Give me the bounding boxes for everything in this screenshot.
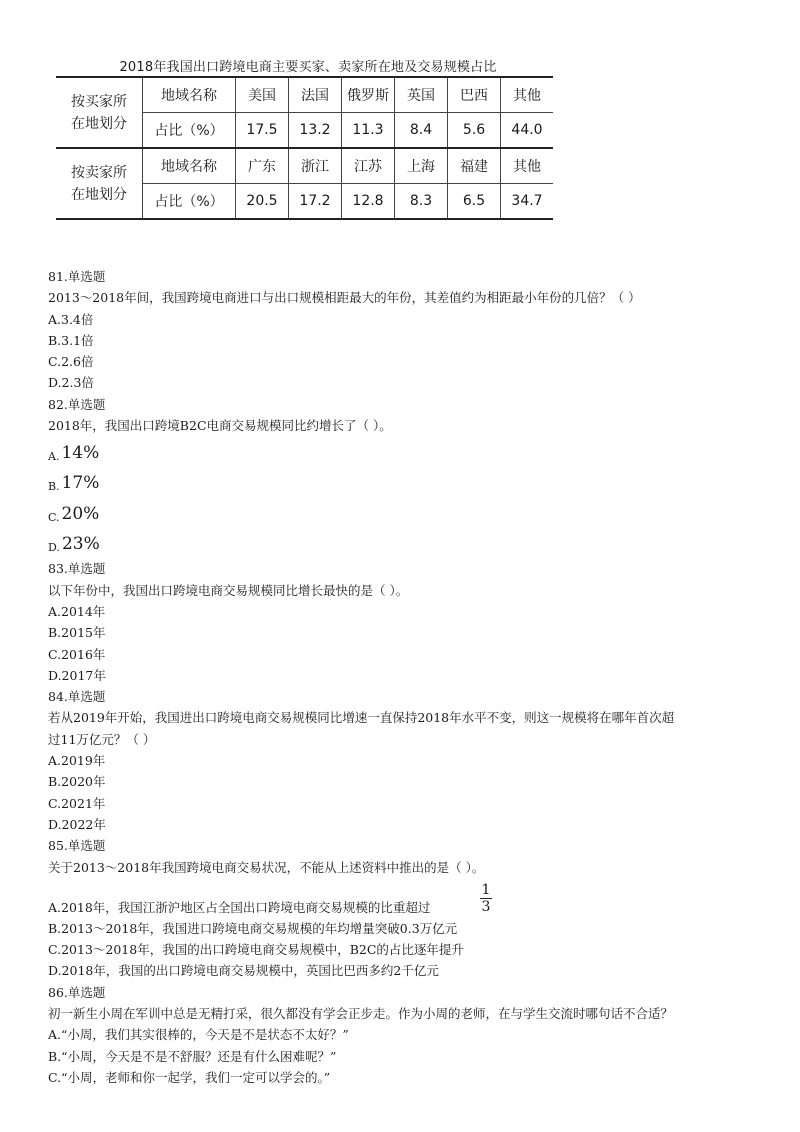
share-cell: 34.7 bbox=[501, 184, 554, 220]
option-81-d[interactable]: D.2.3倍 bbox=[48, 375, 94, 391]
region-cell: 浙江 bbox=[289, 148, 342, 184]
option-82-a[interactable] bbox=[48, 436, 778, 467]
option-85-d[interactable]: D.2018年，我国的出口跨境电商交易规模中，英国比巴西多约2千亿元 bbox=[48, 963, 439, 979]
question-83-header: 83.单选题 bbox=[48, 561, 106, 577]
share-cell: 17.5 bbox=[236, 113, 289, 149]
table-row-regions bbox=[56, 148, 553, 184]
option-82-b[interactable] bbox=[48, 467, 778, 498]
option-85-b[interactable]: B.2013～2018年，我国进口跨境电商交易规模的年均增量突破0.3万亿元 bbox=[48, 920, 458, 936]
question-85-stem: 关于2013～2018年我国跨境电商交易状况，不能从上述资料中推出的是（ ）。 bbox=[48, 859, 485, 875]
group-label bbox=[56, 77, 143, 148]
row-header-region: 地域名称 bbox=[143, 77, 236, 113]
question-81-header: 81.单选题 bbox=[48, 269, 106, 284]
option-85-c[interactable]: C.2013～2018年，我国的出口跨境电商交易规模中，B2C的占比逐年提升 bbox=[48, 942, 464, 958]
option-value: 17% bbox=[61, 473, 100, 494]
group-label-line1: 按买家所 bbox=[71, 93, 127, 110]
option-83-b[interactable]: B.2015年 bbox=[48, 625, 106, 641]
share-cell: 11.3 bbox=[342, 113, 395, 149]
option-label: C. bbox=[48, 510, 60, 524]
option-82-c[interactable] bbox=[48, 497, 778, 528]
region-cell: 巴西 bbox=[448, 77, 501, 113]
option-85-a-row[interactable] bbox=[48, 878, 778, 918]
option-84-d[interactable]: D.2022年 bbox=[48, 816, 106, 832]
group-label-line2: 在地划分 bbox=[71, 115, 127, 132]
data-table bbox=[56, 76, 553, 220]
share-cell: 44.0 bbox=[501, 113, 554, 149]
option-85-a[interactable]: A.2018年，我国江浙沪地区占全国出口跨境电商交易规模的比重超过 bbox=[48, 899, 431, 915]
question-81-stem: 2013～2018年间，我国跨境电商进口与出口规模相距最大的年份，其差值约为相距最小年份的几倍？（ ） bbox=[48, 290, 641, 306]
option-label: D. bbox=[48, 541, 60, 555]
option-86-b[interactable]: B.“小周，今天是不是不舒服？还是有什么困难呢？” bbox=[48, 1048, 337, 1064]
option-81-b[interactable]: B.3.1倍 bbox=[48, 332, 94, 348]
share-cell: 20.5 bbox=[236, 184, 289, 220]
option-value: 20% bbox=[61, 503, 100, 524]
option-83-c[interactable]: C.2016年 bbox=[48, 646, 106, 662]
question-84-stem-line1: 若从2019年开始，我国进出口跨境电商交易规模同比增速一直保持2018年水平不变，则这一规模将在哪年首次超 bbox=[48, 710, 675, 726]
option-84-c[interactable]: C.2021年 bbox=[48, 795, 106, 811]
table-title: 2018年我国出口跨境电商主要买家、卖家所在地及交易规模占比 bbox=[119, 60, 497, 75]
question-list bbox=[48, 266, 778, 1088]
region-cell: 法国 bbox=[289, 77, 342, 113]
share-cell: 13.2 bbox=[289, 113, 342, 149]
option-81-c[interactable]: C.2.6倍 bbox=[48, 354, 94, 370]
question-86-header: 86.单选题 bbox=[48, 984, 106, 1000]
region-cell: 美国 bbox=[236, 77, 289, 113]
question-82-stem: 2018年，我国出口跨境B2C电商交易规模同比约增长了（ ）。 bbox=[48, 418, 392, 434]
question-85-header: 85.单选题 bbox=[48, 838, 106, 854]
group-label-line1: 按卖家所 bbox=[71, 164, 127, 181]
region-cell: 上海 bbox=[395, 148, 448, 184]
option-83-d[interactable]: D.2017年 bbox=[48, 667, 106, 683]
region-cell: 广东 bbox=[236, 148, 289, 184]
region-cell: 江苏 bbox=[342, 148, 395, 184]
option-label: A. bbox=[48, 449, 60, 463]
region-cell: 俄罗斯 bbox=[342, 77, 395, 113]
option-value: 23% bbox=[61, 534, 100, 555]
share-cell: 5.6 bbox=[448, 113, 501, 149]
option-value: 14% bbox=[61, 442, 100, 463]
option-84-b[interactable]: B.2020年 bbox=[48, 774, 106, 790]
region-cell: 其他 bbox=[501, 148, 554, 184]
share-cell: 17.2 bbox=[289, 184, 342, 220]
region-cell: 英国 bbox=[395, 77, 448, 113]
option-83-a[interactable]: A.2014年 bbox=[48, 603, 106, 619]
option-82-d[interactable] bbox=[48, 528, 778, 559]
row-header-share: 占比（%） bbox=[143, 184, 236, 220]
share-cell: 8.3 bbox=[395, 184, 448, 220]
option-84-a[interactable]: A.2019年 bbox=[48, 753, 106, 769]
row-header-share: 占比（%） bbox=[143, 113, 236, 149]
share-cell: 12.8 bbox=[342, 184, 395, 220]
option-label: B. bbox=[48, 480, 60, 494]
table-row-regions bbox=[56, 77, 553, 113]
option-86-a[interactable]: A.“小周，我们其实很棒的，今天是不是状态不太好？” bbox=[48, 1027, 349, 1043]
question-83-stem: 以下年份中，我国出口跨境电商交易规模同比增长最快的是（ ）。 bbox=[48, 582, 409, 598]
region-cell: 福建 bbox=[448, 148, 501, 184]
question-84-header: 84.单选题 bbox=[48, 689, 106, 705]
group-label-line2: 在地划分 bbox=[71, 186, 127, 203]
question-84-stem-line2: 过11万亿元？（ ） bbox=[48, 731, 156, 747]
question-86-stem: 初一新生小周在军训中总是无精打采，很久都没有学会正步走。作为小周的老师，在与学生交流时哪句话不合适？ bbox=[48, 1006, 674, 1022]
option-86-c[interactable]: C.“小周，老师和你一起学，我们一定可以学会的。” bbox=[48, 1069, 331, 1085]
option-81-a[interactable]: A.3.4倍 bbox=[48, 311, 94, 327]
fraction-one-third bbox=[480, 882, 492, 915]
region-cell: 其他 bbox=[501, 77, 554, 113]
share-cell: 6.5 bbox=[448, 184, 501, 220]
fraction-denominator: 3 bbox=[481, 898, 491, 915]
question-82-header: 82.单选题 bbox=[48, 396, 106, 412]
group-label bbox=[56, 148, 143, 219]
share-cell: 8.4 bbox=[395, 113, 448, 149]
fraction-numerator: 1 bbox=[481, 881, 491, 898]
row-header-region: 地域名称 bbox=[143, 148, 236, 184]
